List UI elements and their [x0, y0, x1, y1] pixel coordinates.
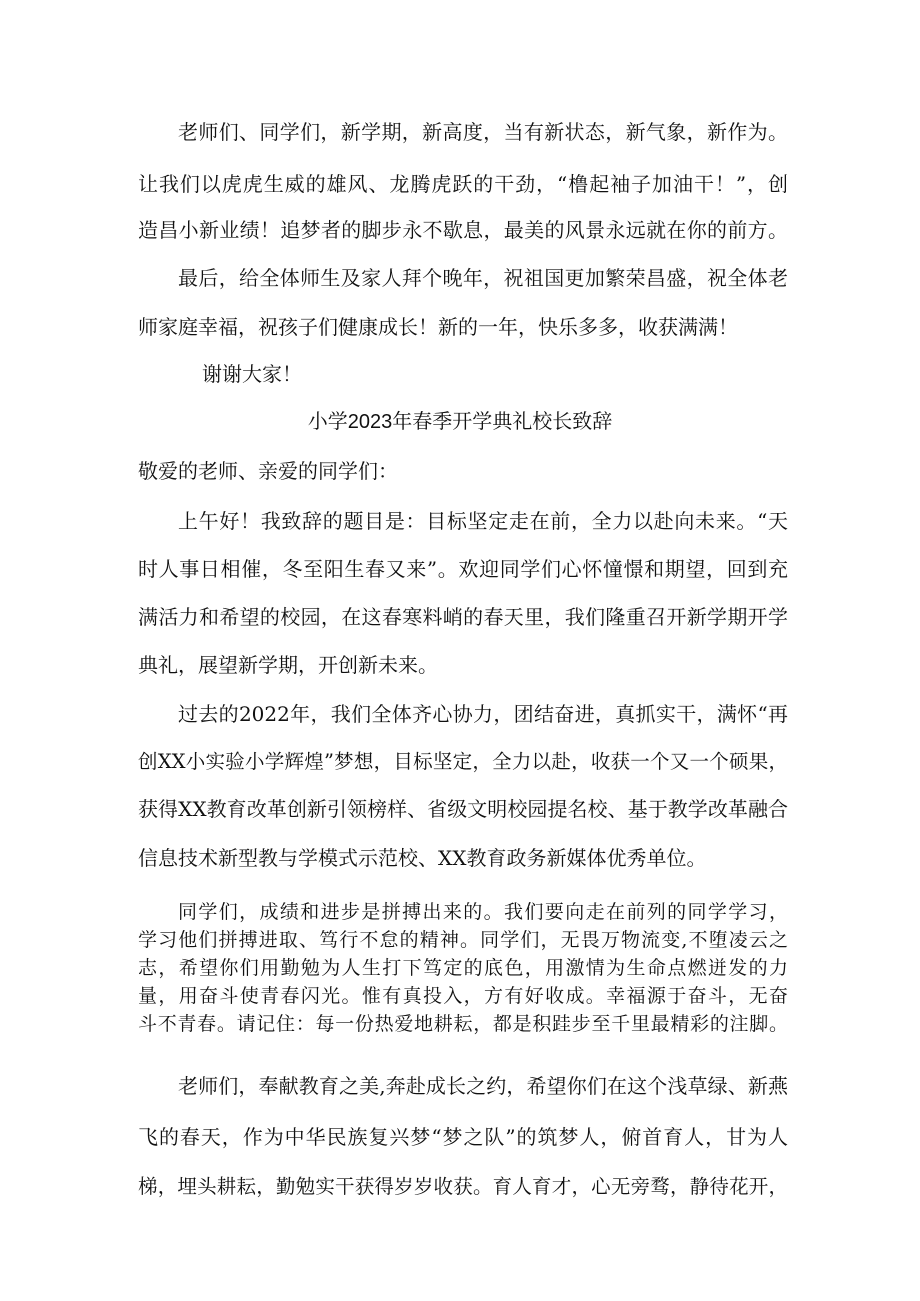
para2-line-4: 信息技术新型教与学模式示范校、XX教育政务新媒体优秀单位。 — [138, 846, 707, 870]
para3-line-1: 同学们，成绩和进步是拼搏出来的。我们要向走在前列的同学学习， — [178, 901, 788, 923]
closing-line-2: 师家庭幸福，祝孩子们健康成长！新的一年，快乐多多，收获满满！ — [138, 315, 738, 339]
para3-line-3: 志，希望你们用勤勉为人生打下笃定的底色，用激情为生命点燃迸发的力 — [138, 957, 788, 979]
para4-line-3: 梯，埋头耕耘，勤勉实干获得岁岁收获。育人育才，心无旁骛，静待花开， — [138, 1175, 788, 1198]
intro-line-3: 造昌小新业绩！追梦者的脚步永不歇息，最美的风景永远就在你的前方。 — [138, 218, 788, 242]
para1-line-4: 典礼，展望新学期，开创新未来。 — [138, 653, 438, 677]
intro-line-1: 老师们、同学们，新学期，新高度，当有新状态，新气象，新作为。 — [178, 120, 788, 144]
para2-line-2: 创XX小实验小学辉煌”梦想，目标坚定，全力以赴，收获一个又一个硕果， — [138, 750, 788, 773]
para1-line-3: 满活力和希望的校园，在这春寒料峭的春天里，我们隆重召开新学期开学 — [138, 605, 788, 629]
para4-line-2: 飞的春天，作为中华民族复兴梦“梦之队”的筑梦人，俯首育人，甘为人 — [138, 1125, 788, 1149]
para1-line-2: 时人事日相催，冬至阳生春又来”。欢迎同学们心怀憧憬和期望，回到充 — [138, 557, 788, 581]
thanks-line: 谢谢大家！ — [202, 362, 302, 386]
page-title: 小学2023年春季开学典礼校长致辞 — [307, 411, 613, 433]
para3-line-4: 量，用奋斗使青春闪光。惟有真投入，方有好收成。幸福源于奋斗，无奋 — [138, 985, 788, 1007]
para3-line-2: 学习他们拼搏进取、笃行不怠的精神。同学们，无畏万物流变,不堕凌云之 — [138, 929, 788, 951]
salutation: 敬爱的老师、亲爱的同学们： — [138, 459, 398, 483]
para2-line-3: 获得XX教育改革创新引领榜样、省级文明校园提名校、基于教学改革融合 — [138, 797, 788, 821]
closing-line-1: 最后，给全体师生及家人拜个晚年，祝祖国更加繁荣昌盛，祝全体老 — [178, 266, 788, 290]
para4-line-1: 老师们，奉献教育之美,奔赴成长之约，希望你们在这个浅草绿、新燕 — [178, 1074, 788, 1098]
para2-line-1: 过去的2022年，我们全体齐心协力，团结奋进，真抓实干，满怀“再 — [178, 702, 788, 726]
intro-line-2: 让我们以虎虎生威的雄风、龙腾虎跃的干劲，“橹起袖子加油干！”，创 — [138, 172, 788, 196]
para1-line-1: 上午好！我致辞的题目是：目标坚定走在前，全力以赴向未来。“天 — [178, 509, 788, 533]
para3-line-5: 斗不青春。请记住：每一份热爱地耕耘，都是积跬步至千里最精彩的注脚。 — [138, 1013, 788, 1035]
